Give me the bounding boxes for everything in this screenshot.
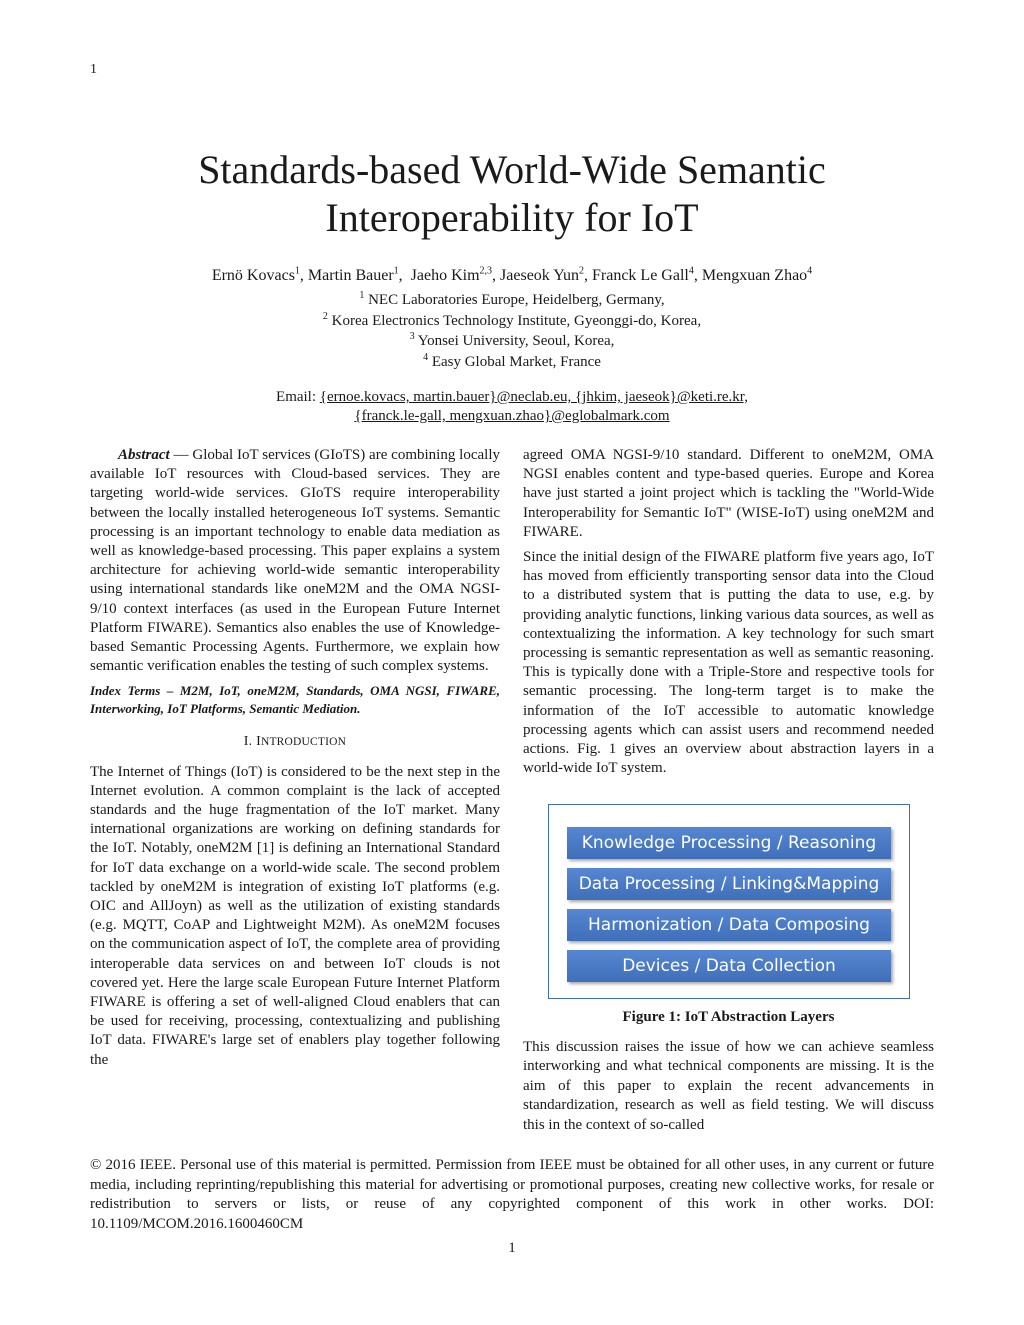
author-name: Jaeseok Yun	[500, 267, 579, 284]
figure-caption: Figure 1: IoT Abstraction Layers	[622, 1009, 835, 1025]
author-list: Ernö Kovacs$^1$, Martin Bauer$^1$, Jaeho Kim$^{2,3}$, Jaeseok Yun$^2$, Franck Le Gall$^4$, Mengxuan Zhao$^4$	[211, 265, 813, 284]
author-name: Mengxuan Zhao	[701, 267, 808, 284]
email-link-2[interactable]: {franck.le-gall, mengxuan.zhao}@eglobalmark.com	[354, 408, 670, 424]
abstract-label: Abstract	[118, 447, 170, 463]
author-affil-sup: 2,3	[479, 265, 493, 277]
affiliation-list	[0, 290, 1024, 372]
paper-title	[0, 146, 1024, 242]
layer-harmonization: Harmonization / Data Composing	[567, 909, 891, 941]
figure-iot-abstraction-layers	[548, 804, 910, 999]
affiliation-item: $^4$ Easy Global Market, France	[423, 351, 601, 370]
email-block	[0, 388, 1024, 426]
index-terms: Index Terms – M2M, IoT, oneM2M, Standards, OMA NGSI, FIWARE, Interworking, IoT Platforms, Semantic Mediation.	[90, 683, 500, 717]
author-affil-sup: 4	[688, 265, 694, 277]
layer-data-processing: Data Processing / Linking&Mapping	[567, 868, 891, 900]
intro-paragraph: The Internet of Things (IoT) is considered to be the next step in the Internet evolution. A common complaint is the lack of accepted standards and the huge fragmentation of the IoT market. Many international organizations are working on defining standards for the IoT. Notably, oneM2M [1] is defining an International Standard for IoT data exchange on a world-wide scale. The second problem tackled by oneM2M is integration of existing IoT platforms (e.g. OIC and AllJoyn) as well as the utilization of existing standards (e.g. MQTT, CoAP and Lightweight M2M). As oneM2M focuses on the communication aspect of IoT, the complete area of providing interoperable data services on and between IoT clouds is not covered yet. Here the large scale European Future Internet Platform FIWARE is offering a set of well-aligned Cloud enablers that can be used for receiving, processing, contextualizing and publishing IoT data. FIWARE's large set of enablers play together following the	[90, 763, 500, 1068]
author-affil-sup: 1	[294, 265, 300, 277]
author-affil-sup: 4	[807, 265, 813, 277]
author-name: Jaeho Kim	[410, 267, 480, 284]
left-column	[90, 446, 500, 1076]
right-paragraph-3: This discussion raises the issue of how we can achieve seamless interworking and what technical components are missing. It is the aim of this paper to explain the recent advancements in standardization, research as well as field testing. We will discuss this in the context of so-called	[523, 1039, 934, 1133]
email-link-1[interactable]: {ernoe.kovacs, martin.bauer}@neclab.eu, {jhkim, jaeseok}@keti.re.kr,	[319, 389, 748, 405]
page-header-number: 1	[90, 62, 97, 77]
title-line-1: Standards-based World-Wide Semantic	[198, 147, 826, 192]
right-paragraph-2: Since the initial design of the FIWARE platform five years ago, IoT has moved from efficiently transporting sensor data into the Cloud to a distributed system that is putting the data to use, e.g. by providing analytic functions, linking various data sources, as well as contextualizing the information. A key technology for such smart processing is semantic representation as well as semantic reasoning. This is typically done with a Triple-Store and respective tools for semantic processing. The long-term target is to make the information of the IoT accessible to automatic knowledge processing agents which can assist users and recommend needed actions. Fig. 1 gives an overview about abstraction layers in a world-wide IoT system.	[523, 549, 934, 777]
copyright-notice: © 2016 IEEE. Personal use of this material is permitted. Permission from IEEE must be obtained for all other uses, in any current or future media, including reprinting/republishing this material for advertising or promotional purposes, creating new collective works, for resale or redistribution to servers or lists, or reuse of any copyrighted component of this work in other works. DOI: 10.1109/MCOM.2016.1600460CM	[90, 1157, 934, 1232]
layer-knowledge-processing: Knowledge Processing / Reasoning	[567, 827, 891, 859]
right-column	[523, 446, 934, 784]
layer-devices: Devices / Data Collection	[567, 950, 891, 982]
title-line-2: Interoperability for IoT	[325, 195, 699, 240]
affiliation-item: $^3$ Yonsei University, Seoul, Korea,	[409, 331, 615, 349]
right-paragraph-1: agreed OMA NGSI-9/10 standard. Different to oneM2M, OMA NGSI enables content and type-based queries. Europe and Korea have just started a joint project which is tackling the "World-Wide Interoperability for Semantic IoT" (WISE-IoT) using oneM2M and FIWARE.	[523, 447, 934, 540]
affiliation-item: $^2$ Korea Electronics Technology Institute, Gyeonggi-do, Korea,	[322, 310, 702, 329]
section-heading-introduction: I. INTRODUCTION	[243, 734, 347, 750]
author-name: Ernö Kovacs	[211, 267, 295, 284]
abstract	[90, 446, 500, 676]
author-affil-sup: 2	[579, 265, 584, 277]
abstract-text: — Global IoT services (GIoTS) are combining locally available IoT resources with Cloud-based services. They are targeting world-wide services. GIoTS require interoperability between the locally installed heterogeneous IoT systems. Semantic processing is an important technology to enable data mediation as well as knowledge-based processing. This paper explains a system architecture for achieving world-wide semantic interoperability using international standards like oneM2M and the OMA NGSI-9/10 context interfaces (as used in the European Future Internet Platform FIWARE). Semantics also enables the use of Knowledge-based Semantic Processing Agents. Furthermore, we explain how semantic verification enables the testing of such complex systems.	[90, 447, 500, 675]
email-label: Email:	[276, 389, 320, 405]
affiliation-item: $^1$ NEC Laboratories Europe, Heidelberg, Germany,	[359, 290, 665, 308]
page-footer-number: 1	[508, 1240, 516, 1256]
author-affil-sup: 1	[393, 265, 399, 277]
author-name: Franck Le Gall	[592, 267, 689, 284]
author-name: Martin Bauer	[307, 267, 394, 284]
